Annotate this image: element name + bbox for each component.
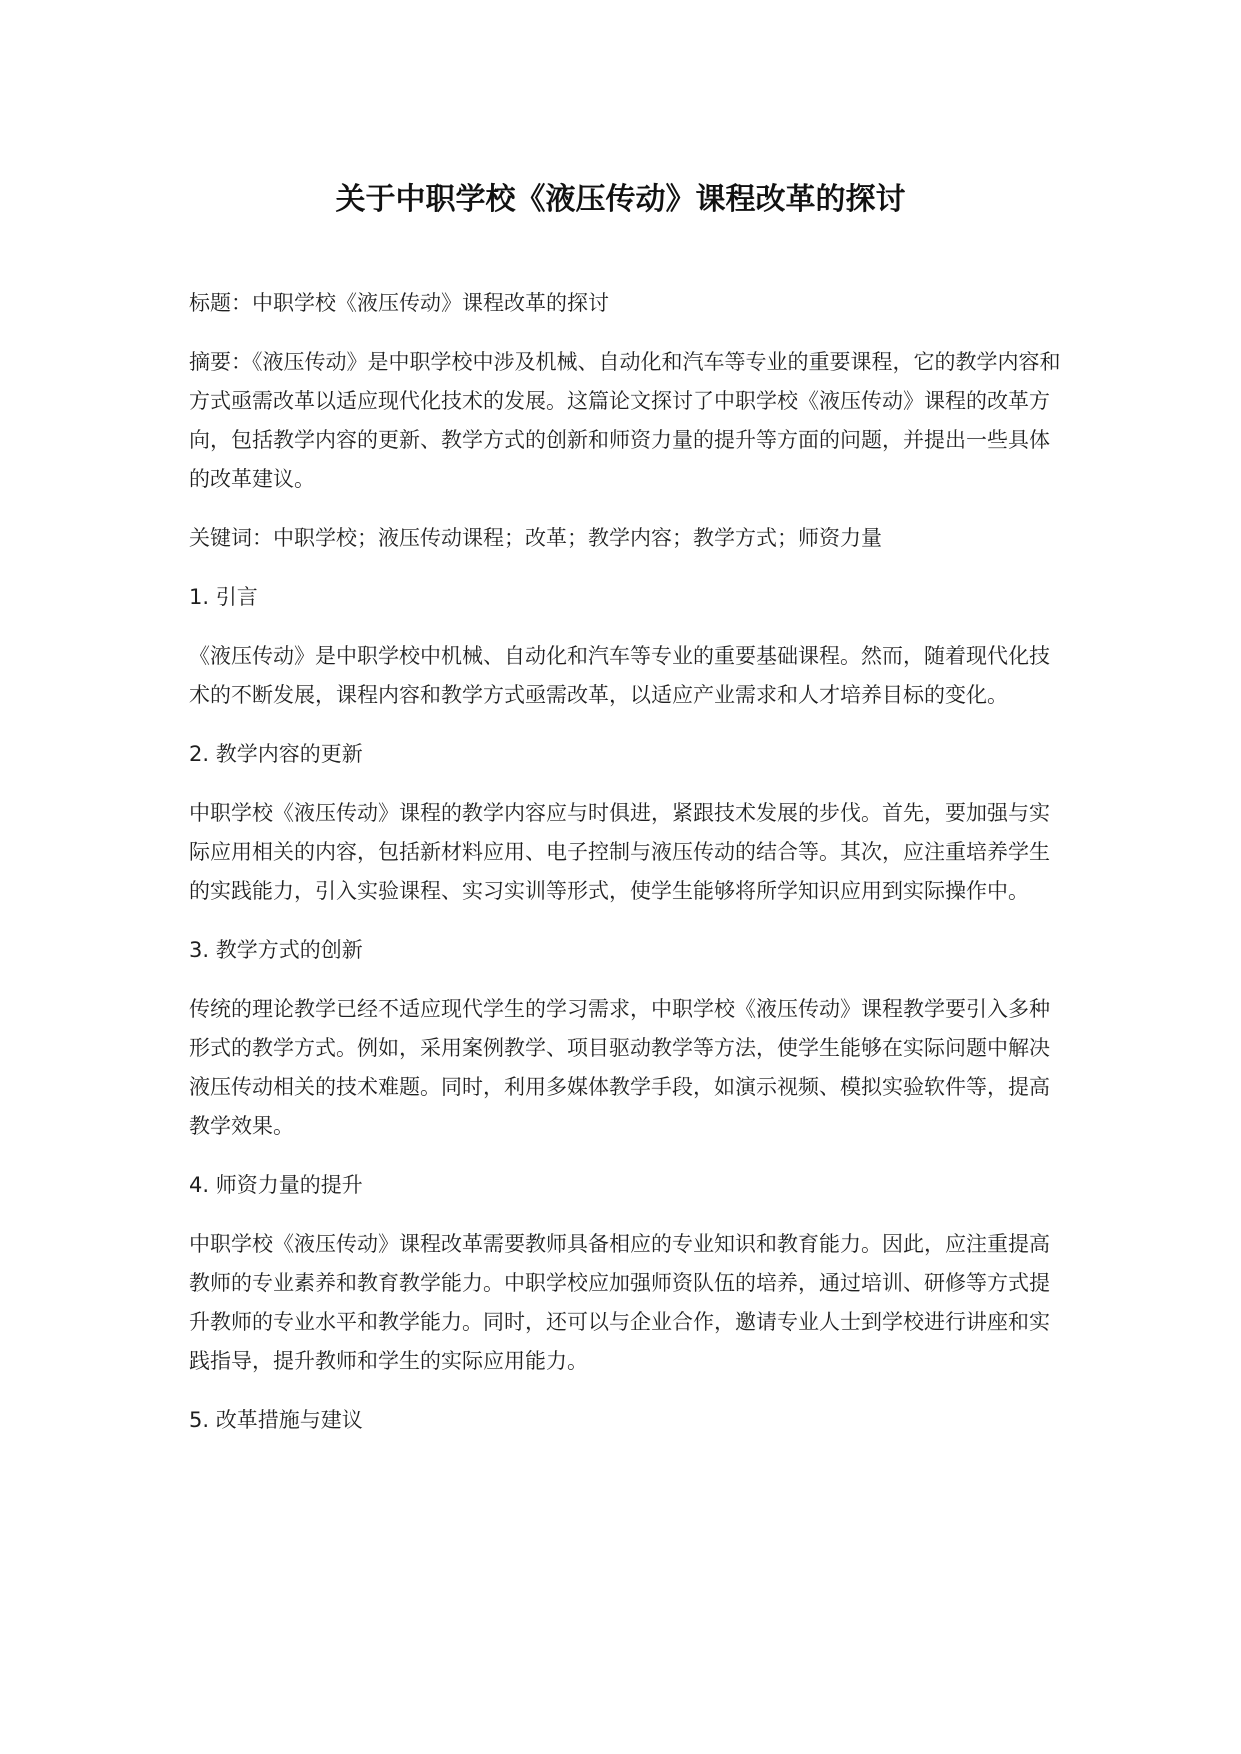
section-heading-faculty-improvement: 4. 师资力量的提升	[189, 1173, 363, 1197]
section-heading-teaching-innovation: 3. 教学方式的创新	[189, 938, 363, 962]
abstract-paragraph: 摘要：《液压传动》是中职学校中涉及机械、自动化和汽车等专业的重要课程，它的教学内容和方式亟需改革以适应现代化技术的发展。这篇论文探讨了中职学校《液压传动》课程的改革方向，包括教学内容的更新、教学方式的创新和师资力量的提升等方面的问题，并提出一些具体的改革建议。	[189, 350, 1061, 491]
section-body-teaching-innovation: 传统的理论教学已经不适应现代学生的学习需求，中职学校《液压传动》课程教学要引入多种形式的教学方式。例如，采用案例教学、项目驱动教学等方法，使学生能够在实际问题中解决液压传动相关的技术难题。同时，利用多媒体教学手段，如演示视频、模拟实验软件等，提高教学效果。	[189, 997, 1050, 1138]
section-heading-introduction: 1. 引言	[189, 585, 258, 609]
section-body-content-update: 中职学校《液压传动》课程的教学内容应与时俱进，紧跟技术发展的步伐。首先，要加强与实际应用相关的内容，包括新材料应用、电子控制与液压传动的结合等。其次，应注重培养学生的实践能力，引入实验课程、实习实训等形式，使学生能够将所学知识应用到实际操作中。	[189, 801, 1050, 903]
section-body-introduction: 《液压传动》是中职学校中机械、自动化和汽车等专业的重要基础课程。然而，随着现代化技术的不断发展，课程内容和教学方式亟需改革，以适应产业需求和人才培养目标的变化。	[189, 644, 1050, 707]
section-body-faculty-improvement: 中职学校《液压传动》课程改革需要教师具备相应的专业知识和教育能力。因此，应注重提高教师的专业素养和教育教学能力。中职学校应加强师资队伍的培养，通过培训、研修等方式提升教师的专业水平和教学能力。同时，还可以与企业合作，邀请专业人士到学校进行讲座和实践指导，提升教师和学生的实际应用能力。	[189, 1232, 1050, 1373]
section-heading-content-update: 2. 教学内容的更新	[189, 742, 363, 766]
title-line: 标题：中职学校《液压传动》课程改革的探讨	[189, 291, 609, 315]
section-heading-reform-measures: 5. 改革措施与建议	[189, 1408, 363, 1432]
document-body	[189, 284, 1069, 1460]
keywords-line: 关键词：中职学校；液压传动课程；改革；教学内容；教学方式；师资力量	[189, 526, 882, 550]
document-title: 关于中职学校《液压传动》课程改革的探讨	[335, 182, 906, 217]
